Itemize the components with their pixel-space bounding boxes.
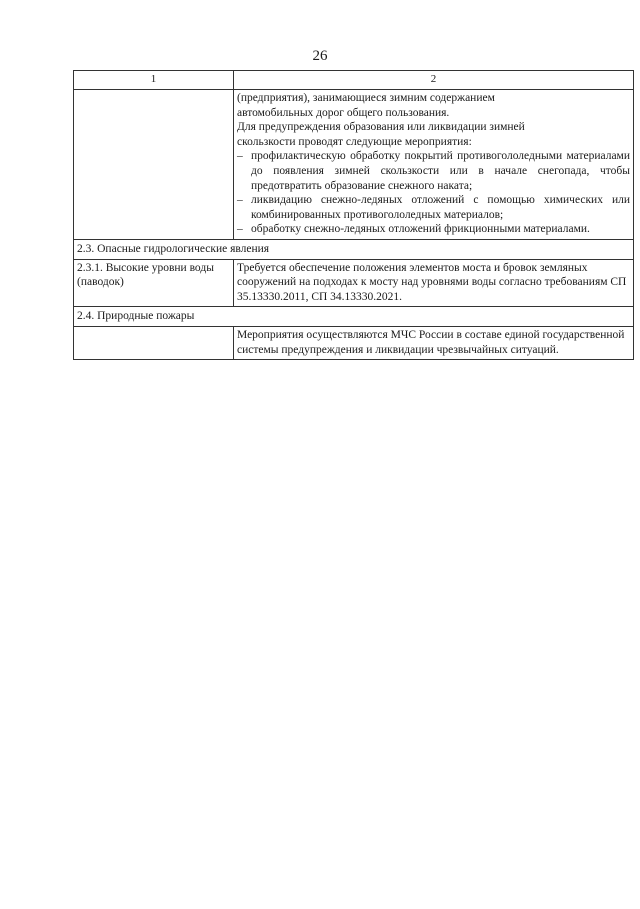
bullet-text: ликвидацию снежно-ледяных отложений с помощью химических или комбинированных противогололедных материалов;: [251, 194, 630, 221]
bullet-item: [237, 222, 630, 237]
table-header-row: [74, 71, 634, 90]
header-col-2: 2: [234, 71, 634, 90]
text-line: Для предупреждения образования или ликвидации зимней: [237, 121, 525, 134]
section-row: [74, 307, 634, 327]
dash-marker: –: [237, 194, 243, 207]
bullet-text: профилактическую обработку покрытий противогололедными материалами до появления зимней скользкости или в начале снегопада, чтобы предотвратить образование снежного наката;: [251, 150, 630, 192]
table-cell-fire-measures: Мероприятия осуществляются МЧС России в составе единой государственной системы предупреждения и ликвидации чрезвычайных ситуаций.: [234, 326, 634, 359]
dash-marker: –: [237, 150, 243, 163]
table-cell-measures: [234, 90, 634, 240]
table-cell-requirement: Требуется обеспечение положения элементов моста и бровок земляных сооружений на подходах к мосту над уровнями воды согласно требованиям СП 35.13330.2011, СП 34.13330.2021.: [234, 259, 634, 307]
table-cell-hazard: 2.3.1. Высокие уровни воды (паводок): [74, 259, 234, 307]
table-cell-empty: [74, 90, 234, 240]
bullet-text: обработку снежно-ледяных отложений фрикционными материалами.: [251, 223, 590, 236]
text-line: скользкости проводят следующие мероприятия:: [237, 135, 472, 148]
text-line: автомобильных дорог общего пользования.: [237, 106, 450, 119]
bullet-item: [237, 149, 630, 193]
table-cell-empty: [74, 326, 234, 359]
section-heading-2-3: 2.3. Опасные гидрологические явления: [74, 239, 634, 259]
section-row: [74, 239, 634, 259]
table-row: [74, 90, 634, 240]
page-number: 26: [312, 48, 328, 64]
table-row: [74, 259, 634, 307]
bullet-item: [237, 193, 630, 222]
table-row: [74, 326, 634, 359]
header-col-1: 1: [74, 71, 234, 90]
document-table: [73, 70, 634, 360]
section-heading-2-4: 2.4. Природные пожары: [74, 307, 634, 327]
dash-marker: –: [237, 223, 243, 236]
text-line: (предприятия), занимающиеся зимним содержанием: [237, 92, 495, 104]
